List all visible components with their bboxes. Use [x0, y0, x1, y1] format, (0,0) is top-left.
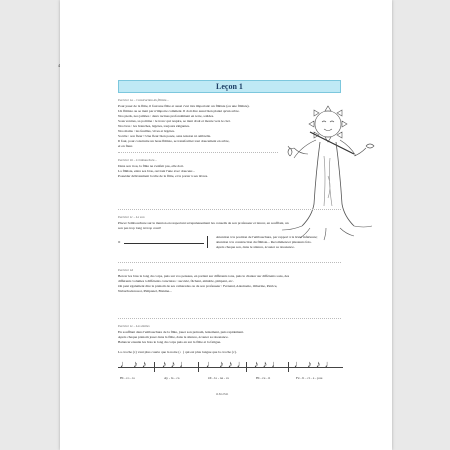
staff-clef: » — [118, 240, 121, 245]
exercise-text-4: Bercer les bras le long du corps, puis sur vos pensées, en parlant sur différents tons, puis le chanter sur différents sons, des différents volumes à différents caractères : succulé, fâchant, aimable, pimpant, etc. On peut également dire le prénom de ses camarades ou de son professeur : Fernand, Antoinette, Otherine, Patrice, Nabuchodonosor, Pimpanel, Brésine... — [118, 274, 290, 293]
divider — [118, 152, 278, 153]
exercise-label-5: Exercice 1e – Les étoiles — [118, 324, 150, 328]
barline — [198, 362, 199, 372]
syllables-row — [118, 376, 343, 382]
rhythm-group-2: ♪ ♪ ♩ — [162, 359, 190, 369]
divider — [118, 318, 341, 319]
lesson-banner — [118, 80, 341, 93]
divider — [118, 262, 341, 263]
rhythm-intro: La croche (♪) vaut plus courte que la noire (♩) qui est plus longue que la croche (♪). — [118, 350, 237, 354]
syllable-group-4: Hi - ru - ti — [256, 376, 271, 380]
page-footer: O.M.2341 — [216, 392, 229, 396]
exercise-text-3: Placer l'embouchure sur le menton en respectant scrupuleusement les conseils de son professeur et lancer, en soufflant, un son pas trop long ni trop court! — [118, 221, 289, 230]
divider — [118, 209, 341, 210]
barline — [154, 362, 155, 372]
rhythm-staff — [118, 360, 343, 372]
barline — [288, 362, 289, 372]
long-note-bar — [124, 243, 204, 244]
exercise-label-3: Exercice 1c – Le son — [118, 215, 145, 219]
exercise-3-side-text: Attention à la position de l'embouchure, par rapport à la lèvre inférieure; attention à la construction du flûtiste... Recommencer plusieurs fois. Après chaque son, dans le silence, écouter sa résonance. — [216, 235, 318, 249]
rhythm-group-5: ♩ ♪ ♪ ♩ — [294, 359, 335, 369]
exercise-text-2: Dans son trou, la flûte ne s'enfuit pas, elle dort. La flûtiste, entre ses bras, ouvrant l'une avec douceur... Posséder délicatement la tête de la flûte, et la porter à ses lèvres. — [118, 164, 208, 178]
rhythm-group-1: ♩ ♪ ♪ — [120, 359, 148, 369]
syllable-group-5: Fé - li - ci - a - pou — [296, 376, 323, 380]
rhythm-group-3: ♩ ♪ ♪ ♩ — [206, 359, 247, 369]
rhythm-group-4: ♪ ♪ ♩ — [254, 359, 282, 369]
exercise-label-2: Exercice 1b – L'embouchure... — [118, 158, 157, 162]
syllable-group-1: Hi - ro - to — [120, 376, 135, 380]
exercise-label-4: Exercice 1d — [118, 268, 134, 272]
syllable-group-2: Ay - la - ca — [164, 376, 180, 380]
page-number: 4 — [58, 63, 60, 68]
flower-head — [309, 106, 347, 142]
barline — [207, 236, 208, 248]
exercise-text-1: Pour jouer de la flûte, il faut une flûte et aussi c'est très important: un flûtiste (ou une flûtiste). Un flûtiste ou se tient par n'importe comment. Il doit être aussi bien planté qu'un arbre. Nos pieds, nos jambes : deux racines profondément en terre, solides. Sous ventres, sa poitrine : le tronc qui respire, se tient droit et monte vers le ciel. Nos bras : les branches, légères, toujours élégantes. Nos mains : les feuilles, vives et légères. Sa tête : son fleur ! Une fleur bien posée, sans tension ni ombrelle. Il faut, pour construire un beau flûtiste, se transformer tout doucement en arbre, et en fleur. — [118, 104, 250, 148]
lesson-title: Leçon 1 — [216, 82, 243, 91]
exercise-label-1: Exercice 1a – Construction du flûtiste... — [118, 98, 169, 102]
barline — [246, 362, 247, 372]
syllable-group-3: Ol - la - na - ra — [208, 376, 229, 380]
exercise-text-5: En soufflant dans l'embouchure de la flûte, jouer son prénom, lentement, puis rapidement. Après chaque prénom jouer dans la flûte, dans le silence, écouter sa résonance. Balancer ensuite les bras le long du corps puis en sur la flûte et la fatigue. — [118, 330, 244, 344]
